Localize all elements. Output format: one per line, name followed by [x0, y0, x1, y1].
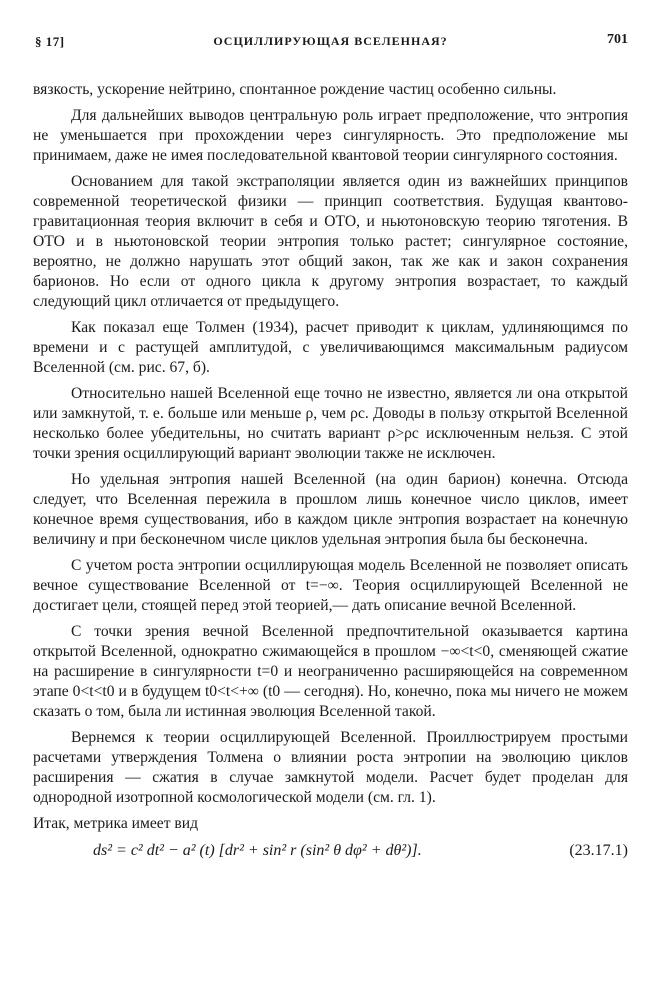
paragraph: Как показал еще Толмен (1934), расчет приводит к циклам, удлиняющимся по времени и с растущей амплитудой, с увеличивающимся максимальным радиусом Вселенной (см. рис. 67, б).	[33, 319, 628, 376]
page-number: 701	[607, 32, 628, 47]
page-body	[33, 80, 628, 862]
paragraph: Вернемся к теории осциллирующей Вселенной. Проиллюстрируем простыми расчетами утверждения Толмена о влиянии роста энтропии на эволюцию циклов расширения — сжатия в случае замкнутой модели. Расчет будет проделан для однородной изотропной космологической модели (см. гл. 1).	[33, 729, 628, 806]
paragraph: Основанием для такой экстраполяции является один из важнейших принципов современной теоретической физики — принцип соответствия. Будущая квантово-гравитационная теория включит в себя и ОТО, и ньютоновскую теорию тяготения. В ОТО и в ньютоновской теории энтропия только растет; сингулярное состояние, вероятно, не должно нарушать этот общий закон, так же как и закон сохранения барионов. Но если от одного цикла к другому энтропия возрастает, то каждый следующий цикл отличается от предыдущего.	[33, 173, 628, 310]
paragraph: вязкость, ускорение нейтрино, спонтанное рождение частиц особенно сильны.	[33, 81, 557, 98]
paragraph: С точки зрения вечной Вселенной предпочтительной оказывается картина открытой Вселенной, однократно сжимающейся в прошлом −∞<t<0, сменяющей сжатие на расширение в сингулярности t=0 и неограниченно расширяющейся на современном этапе 0<t<t0 и в будущем t0<t<+∞ (t0 — сегодня). Но, конечно, пока мы ничего не можем сказать о том, была ли истинная эволюция Вселенной такой.	[33, 623, 628, 720]
running-title: ОСЦИЛЛИРУЮЩАЯ ВСЕЛЕННАЯ?	[213, 34, 448, 48]
paragraph: Но удельная энтропия нашей Вселенной (на один барион) конечна. Отсюда следует, что Вселенная пережила в прошлом лишь конечное число циклов, имеет конечное время существования, ибо в каждом цикле энтропия возрастает на конечную величину и при бесконечном числе циклов удельная энтропия была бы бесконечна.	[33, 471, 628, 548]
running-header	[33, 30, 628, 54]
paragraph: Относительно нашей Вселенной еще точно не известно, является ли она открытой или замкнутой, т. е. больше или меньше ρ, чем ρc. Доводы в пользу открытой Вселенной несколько более убедительны, но считать вариант ρ>ρc исключенным нельзя. С этой точки зрения осциллирующий вариант эволюции также не исключен.	[33, 385, 628, 462]
equation-body: ds² = c² dt² − a² (t) [dr² + sin² r (sin² θ dφ² + dθ²)].	[93, 842, 422, 859]
book-page	[33, 30, 628, 862]
paragraph: С учетом роста энтропии осциллирующая модель Вселенной не позволяет описать вечное существование Вселенной от t=−∞. Теория осциллирующей Вселенной не достигает цели, стоящей перед этой теорией,— дать описание вечной Вселенной.	[33, 557, 628, 614]
paragraph: Для дальнейших выводов центральную роль играет предположение, что энтропия не уменьшается при прохождении через сингулярность. Это предположение мы принимаем, даже не имея последовательной квантовой теории сингулярного состояния.	[33, 107, 628, 164]
section-marker: § 17]	[35, 34, 65, 49]
equation	[33, 840, 628, 862]
formula-intro: Итак, метрика имеет вид	[33, 815, 199, 832]
equation-number: (23.17.1)	[569, 842, 628, 859]
